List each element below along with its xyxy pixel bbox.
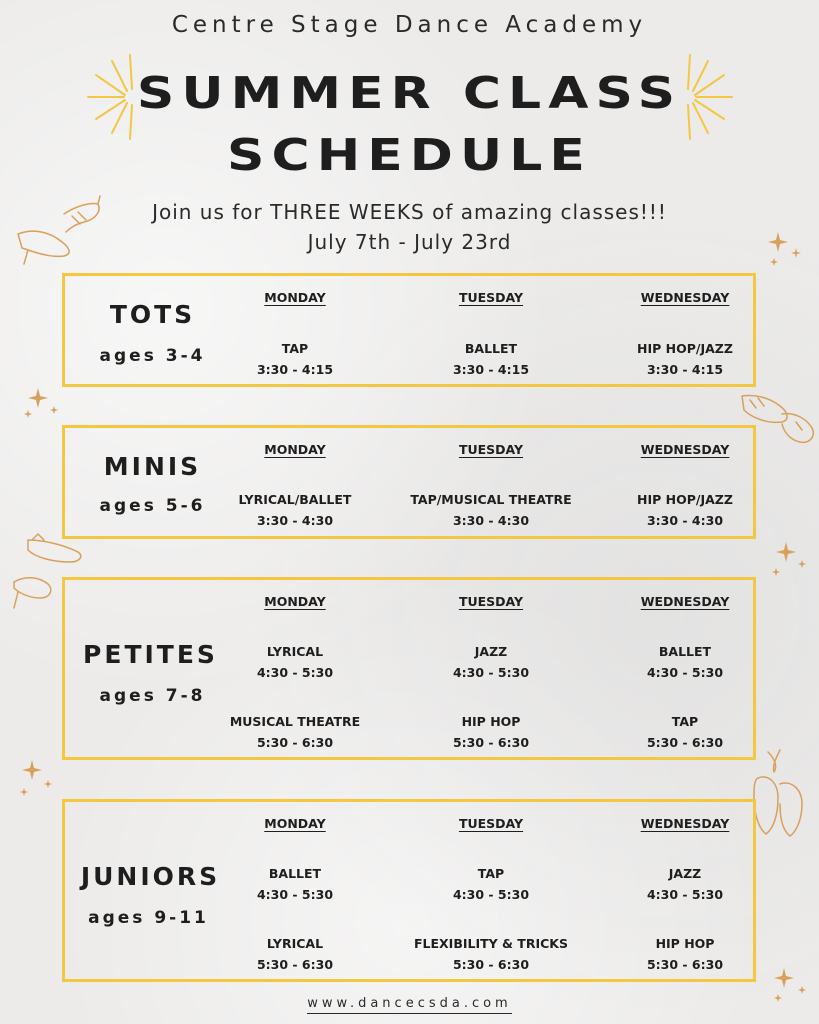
class-slot: LYRICAL 5:30 - 6:30 xyxy=(256,936,334,972)
day-header-tuesday: TUESDAY xyxy=(458,594,524,609)
class-slot: LYRICAL/BALLET 3:30 - 4:30 xyxy=(238,492,352,528)
class-slot: HIP HOP/JAZZ 3:30 - 4:30 xyxy=(637,492,733,528)
class-slot: LYRICAL 4:30 - 5:30 xyxy=(256,644,334,680)
day-header-tuesday: TUESDAY xyxy=(458,442,524,457)
group-ages: ages 9-11 xyxy=(88,908,209,928)
group-ages: ages 3-4 xyxy=(99,346,206,366)
day-header-monday: MONDAY xyxy=(264,594,326,609)
day-header-wednesday: WEDNESDAY xyxy=(640,442,730,457)
class-slot: TAP 4:30 - 5:30 xyxy=(452,866,530,902)
tagline: Join us for THREE WEEKS of amazing classes!!! xyxy=(152,200,667,224)
class-slot: BALLET 3:30 - 4:15 xyxy=(452,341,530,377)
day-header-wednesday: WEDNESDAY xyxy=(640,816,730,831)
group-name: JUNIORS xyxy=(80,862,221,891)
day-header-wednesday: WEDNESDAY xyxy=(640,290,730,305)
class-slot: MUSICAL THEATRE 5:30 - 6:30 xyxy=(229,714,361,750)
day-header-wednesday: WEDNESDAY xyxy=(640,594,730,609)
class-slot: HIP HOP 5:30 - 6:30 xyxy=(646,936,724,972)
class-slot: BALLET 4:30 - 5:30 xyxy=(646,644,724,680)
class-slot: FLEXIBILITY & TRICKS 5:30 - 6:30 xyxy=(414,936,568,972)
day-header-monday: MONDAY xyxy=(264,816,326,831)
website-link[interactable]: www.dancecsda.com xyxy=(0,996,819,1011)
day-header-tuesday: TUESDAY xyxy=(458,290,524,305)
group-ages: ages 5-6 xyxy=(99,496,206,516)
group-box-tots xyxy=(62,273,756,387)
group-ages: ages 7-8 xyxy=(99,686,206,706)
group-name: MINIS xyxy=(103,452,202,481)
group-box-minis xyxy=(62,425,756,539)
sparkle-icon xyxy=(16,756,56,800)
sparkle-icon xyxy=(20,386,60,426)
class-slot: TAP/MUSICAL THEATRE 3:30 - 4:30 xyxy=(410,492,572,528)
group-box-juniors xyxy=(62,799,756,982)
class-slot: BALLET 4:30 - 5:30 xyxy=(256,866,334,902)
class-slot: TAP 5:30 - 6:30 xyxy=(646,714,724,750)
day-header-monday: MONDAY xyxy=(264,290,326,305)
class-slot: JAZZ 4:30 - 5:30 xyxy=(646,866,724,902)
sparkle-icon xyxy=(766,230,806,270)
group-name: TOTS xyxy=(109,300,196,329)
class-slot: HIP HOP 5:30 - 6:30 xyxy=(452,714,530,750)
title-line-1: SUMMER CLASS xyxy=(136,68,683,119)
date-range: July 7th - July 23rd xyxy=(307,230,512,254)
sparkle-icon xyxy=(770,540,810,580)
dance-shoes-icon xyxy=(14,192,104,266)
day-header-monday: MONDAY xyxy=(264,442,326,457)
class-slot: HIP HOP/JAZZ 3:30 - 4:15 xyxy=(637,341,733,377)
group-box-petites xyxy=(62,577,756,760)
day-header-tuesday: TUESDAY xyxy=(458,816,524,831)
academy-name: Centre Stage Dance Academy xyxy=(171,12,648,38)
title-line-2: SCHEDULE xyxy=(227,130,592,181)
class-slot: TAP 3:30 - 4:15 xyxy=(256,341,334,377)
group-name: PETITES xyxy=(83,640,218,669)
class-slot: JAZZ 4:30 - 5:30 xyxy=(452,644,530,680)
